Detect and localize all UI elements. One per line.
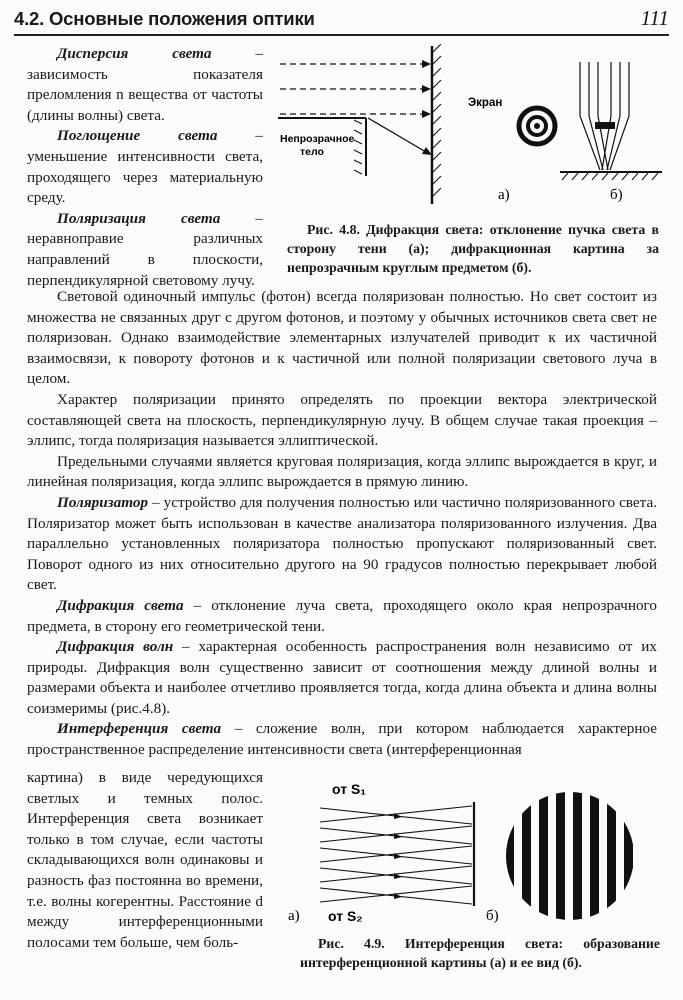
source-s1-label: от S₁ <box>332 781 367 797</box>
screen-label: Экран <box>468 97 503 109</box>
definition-polarizer: – устройство для получения полностью или частично поляризованного света. Поляризатор может быть использован в качестве анализатора поляризованного излучения. Два параллельно установленных поляризатора полностью пропускают поляризованный свет. Поворот одного из них относительно другого на 90 градусов полностью перекрывает любой свет. <box>27 493 657 594</box>
definition-absorption: – уменьшение интенсивности света, проходящего через материальную среду. <box>27 127 263 207</box>
incident-rays <box>280 64 424 114</box>
definition-polarization: – неравноправие различных направлений в плоскости, перпендикулярной световому лучу. <box>27 209 263 289</box>
circular-object <box>595 122 615 129</box>
section-title: 4.2. Основные положения оптики <box>14 8 315 29</box>
paragraph-photon: Световой одиночный импульс (фотон) всегда поляризован полностью. Но свет состоит из множества не связанных друг с другом фотонов, и поэтому у обычных источников света свет не поляризован. Однако взаимодействие элементарных излучателей приводит к их частичной взаимосвязи, к повороту фотонов и к частичной или полной поляризации светового луча в целом. <box>27 288 657 388</box>
definition-interference: – сложение волн, при котором наблюдается характерное пространственное распределение интенсивности света (интерференционная <box>27 720 657 759</box>
page-header <box>14 6 669 36</box>
diffraction-rings <box>519 108 555 144</box>
figure-4-9-caption: Рис. 4.9. Интерференция света: образование интерференционной картины (а) и ее вид (б). <box>300 936 660 970</box>
paragraph-polarization <box>27 209 263 291</box>
fig1-label-b: б) <box>610 187 623 203</box>
paragraph-absorption <box>27 126 263 208</box>
opaque-body-label-2: тело <box>300 146 324 158</box>
circular-object-rays <box>580 62 629 170</box>
opaque-body-hatching <box>354 120 362 174</box>
paragraph-light-diffraction <box>27 596 657 637</box>
page-number: 111 <box>640 6 669 30</box>
figure-4-9-interference <box>282 780 672 930</box>
paragraph-polarization-character: Характер поляризации принято определять по проекции вектора электрической составляющей света на плоскость, перпендикулярную лучу. В общем случае такая проекция – эллипс, тогда поляризация называется эллиптической. <box>27 390 657 450</box>
ray-arrowheads <box>422 60 431 118</box>
fig1-label-a: а) <box>498 187 510 203</box>
figure-4-8-caption: Рис. 4.8. Дифракция света: отклонение пучка света в сторону тени (а); дифракционная картина за непрозрачным круглым предметом (б). <box>287 222 659 275</box>
paragraph-wave-diffraction <box>27 637 657 719</box>
definition-light-diffraction: – отклонение луча света, проходящего около края непрозрачного предмета, в сторону его геометрической тени. <box>27 596 657 635</box>
paragraph-dispersion <box>27 44 263 126</box>
source-s2-label: от S₂ <box>328 908 363 924</box>
term-light-diffraction: Дифракция света <box>57 596 184 614</box>
interference-fringes <box>506 790 633 922</box>
figure-4-8-diffraction <box>270 44 670 214</box>
paragraph-polarizer <box>27 493 657 596</box>
header-rule <box>14 34 669 36</box>
deflected-ray <box>368 118 426 152</box>
fig2-label-b: б) <box>486 908 499 924</box>
paragraph-limit-cases: Предельными случаями является круговая поляризация, когда эллипс вырождается в круг, и линейная поляризация, когда эллипс вырождается в прямую линию. <box>27 452 657 491</box>
definition-wave-diffraction: – характерная особенность распространения волн независимо от их природы. Дифракция волн существенно зависит от соотношения между длиной волны и размерами объекта и наиболее отчетливо проявляется тогда, когда длина объекта и длина волны соизмеримы (рис.4.8). <box>27 638 657 717</box>
left-column-interference <box>27 768 263 953</box>
definition-dispersion: – зависимость показателя преломления n вещества от частоты (длины волны) света. <box>27 45 263 124</box>
term-absorption: Поглощение света <box>57 127 218 145</box>
term-wave-diffraction: Дифракция волн <box>57 638 174 656</box>
opaque-body-label-1: Непрозрачное <box>280 133 355 145</box>
term-polarizer: Поляризатор <box>57 493 149 511</box>
paragraph-interference <box>27 719 657 760</box>
fig2-label-a: а) <box>288 908 300 924</box>
paragraph-interference-continued: картина) в виде чередующихся светлых и темных полос. Интерференция света возникает только в том случае, если частоты складывающихся волн одинаковы и разность фаз постоянна во времени, т.е. волны когерентны. Расстояние d между интерференционными полосами тем больше, чем боль- <box>27 769 263 951</box>
main-text <box>27 287 657 761</box>
term-polarization: Поляризация света <box>57 209 221 227</box>
term-dispersion: Дисперсия света <box>57 45 212 62</box>
screen-b-hatching <box>562 173 658 180</box>
left-column-definitions <box>27 44 263 291</box>
screen-hatching <box>433 44 441 196</box>
term-interference: Интерференция света <box>57 720 222 738</box>
